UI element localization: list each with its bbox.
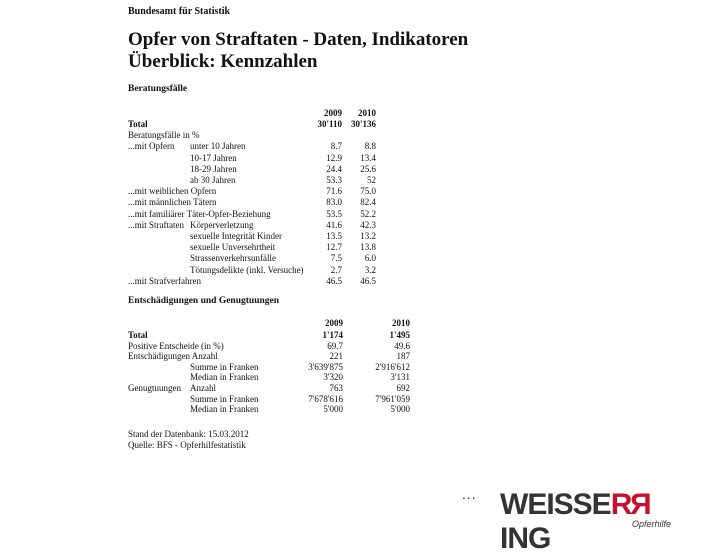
table-row: [0, 404, 720, 415]
weisser-ring-logo: [462, 486, 692, 555]
table-row: [0, 372, 720, 383]
row-sublabel: Median in Franken: [190, 372, 259, 383]
value-2010: 13.8: [360, 242, 376, 253]
row-sublabel: Körperverletzung: [190, 219, 254, 230]
table-row: [0, 253, 720, 264]
value-2009: 763: [329, 383, 343, 393]
value-2010: 52.2: [360, 208, 376, 219]
year-2010: 2010: [358, 108, 376, 118]
value-2009: 8.7: [330, 141, 342, 152]
row-label: ...mit Straftaten: [128, 219, 184, 230]
value-2010: 3.2: [364, 264, 376, 275]
logo-dots: ...: [462, 486, 477, 502]
value-2010: 692: [396, 383, 410, 393]
value-2010: 187: [396, 351, 410, 362]
row-label: Entschädigungen Anzahl: [128, 351, 218, 362]
row-label: Total: [128, 119, 148, 129]
value-2010: 13.4: [360, 152, 376, 163]
value-2010: 8.8: [364, 141, 376, 152]
value-2010: 3'131: [390, 372, 410, 383]
value-2009: 53.3: [326, 175, 342, 185]
value-2009: 30'110: [317, 119, 342, 129]
value-2009: 3'320: [323, 372, 343, 383]
table-row: [0, 265, 720, 276]
database-status: Stand der Datenbank: 15.03.2012: [128, 429, 249, 439]
row-sublabel: Summe in Franken: [190, 393, 259, 404]
row-sublabel: Summe in Franken: [190, 361, 259, 372]
row-sublabel: 10-17 Jahren: [190, 152, 237, 163]
value-2009: 7.5: [330, 253, 342, 264]
table-row: [0, 130, 720, 141]
row-sublabel: Tötungsdelikte (inkl. Versuche): [190, 264, 304, 275]
row-sublabel: Anzahl: [190, 383, 216, 393]
value-2009: 41.6: [326, 219, 342, 230]
row-label: ...mit Strafverfahren: [128, 275, 201, 286]
table-row: [0, 330, 720, 341]
table-row: [0, 153, 720, 164]
value-2010: 6.0: [364, 253, 376, 264]
value-2009: 13.5: [326, 231, 342, 241]
value-2010: 49.6: [394, 340, 410, 351]
table-row: [0, 209, 720, 220]
row-label: Beratungsfälle in %: [128, 130, 200, 141]
row-label: Total: [128, 330, 148, 340]
value-2009: 46.5: [326, 275, 342, 286]
table-row: [0, 175, 720, 186]
table-row: [0, 242, 720, 253]
value-2010: 1'495: [389, 330, 410, 340]
value-2009: 221: [329, 351, 343, 362]
page-title: Opfer von Straftaten - Daten, Indikatoren: [128, 29, 469, 50]
value-2010: 13.2: [360, 231, 376, 241]
table-row: [0, 341, 720, 352]
row-label: ...mit weiblichen Opfern: [128, 186, 217, 197]
year-2009: 2009: [325, 318, 343, 328]
value-2010: 5'000: [390, 404, 410, 415]
section-title-entschaedigung: Entschädigungen und Genugtuungen: [128, 296, 280, 306]
value-2010: 52: [367, 175, 376, 185]
section-title-beratung: Beratungsfälle: [128, 84, 188, 94]
row-label: ...mit männlichen Tätern: [128, 197, 217, 208]
table-row: [0, 220, 720, 231]
table-row: [0, 276, 720, 287]
value-2010: 30'136: [350, 119, 376, 129]
table-row: [0, 164, 720, 175]
table-row: [0, 383, 720, 394]
source-note: Quelle: BFS - Opferhilfestatistik: [128, 440, 246, 450]
value-2009: 12.7: [326, 242, 342, 253]
row-label: Positive Entscheide (in %): [128, 340, 224, 351]
value-2010: 75.0: [360, 186, 376, 197]
value-2010: 7'961'059: [375, 393, 410, 404]
table-row: [0, 231, 720, 242]
year-2009: 2009: [324, 108, 342, 118]
value-2009: 53.5: [326, 208, 342, 219]
value-2009: 2.7: [330, 264, 342, 275]
value-2009: 24.4: [326, 163, 342, 174]
value-2009: 3'639'875: [308, 361, 343, 372]
row-sublabel: ab 30 Jahren: [190, 175, 236, 185]
row-sublabel: unter 10 Jahren: [190, 141, 246, 152]
row-label: ...mit familiärer Täter-Opfer-Beziehung: [128, 208, 271, 219]
value-2009: 83.0: [326, 197, 342, 208]
value-2009: 12.9: [326, 152, 342, 163]
row-sublabel: Strassenverkehrsunfälle: [190, 253, 276, 264]
value-2010: 46.5: [360, 275, 376, 286]
logo-wordmark: WEISSERRING: [500, 488, 653, 555]
beratung-year-header: [0, 108, 720, 119]
table-row: [0, 119, 720, 130]
table-row: [0, 394, 720, 405]
table-row: [0, 362, 720, 373]
value-2010: 25.6: [360, 163, 376, 174]
row-sublabel: 18-29 Jahren: [190, 163, 237, 174]
value-2010: 82.4: [360, 197, 376, 208]
value-2010: 2'916'612: [375, 361, 410, 372]
value-2009: 69.7: [327, 340, 343, 351]
value-2009: 5'000: [323, 404, 343, 415]
organization-name: Bundesamt für Statistik: [128, 6, 231, 17]
year-2010: 2010: [392, 318, 410, 328]
value-2009: 1'174: [322, 330, 343, 340]
logo-tagline: Opferhilfe: [632, 519, 672, 529]
row-sublabel: Median in Franken: [190, 404, 259, 415]
table-row: [0, 186, 720, 197]
table-row: [0, 197, 720, 208]
table-row: [0, 351, 720, 362]
row-label: ...mit Opfern: [128, 141, 175, 152]
row-sublabel: sexuelle Integrität Kinder: [190, 231, 282, 241]
value-2009: 71.6: [326, 186, 342, 197]
page-subtitle: Überblick: Kennzahlen: [128, 51, 318, 72]
entschaedigung-year-header: [0, 318, 720, 329]
value-2010: 42.3: [360, 219, 376, 230]
row-sublabel: sexuelle Unversehrtheit: [190, 242, 276, 253]
table-row: [0, 141, 720, 152]
row-label: Genugtuungen: [128, 383, 181, 393]
value-2009: 7'678'616: [308, 393, 343, 404]
